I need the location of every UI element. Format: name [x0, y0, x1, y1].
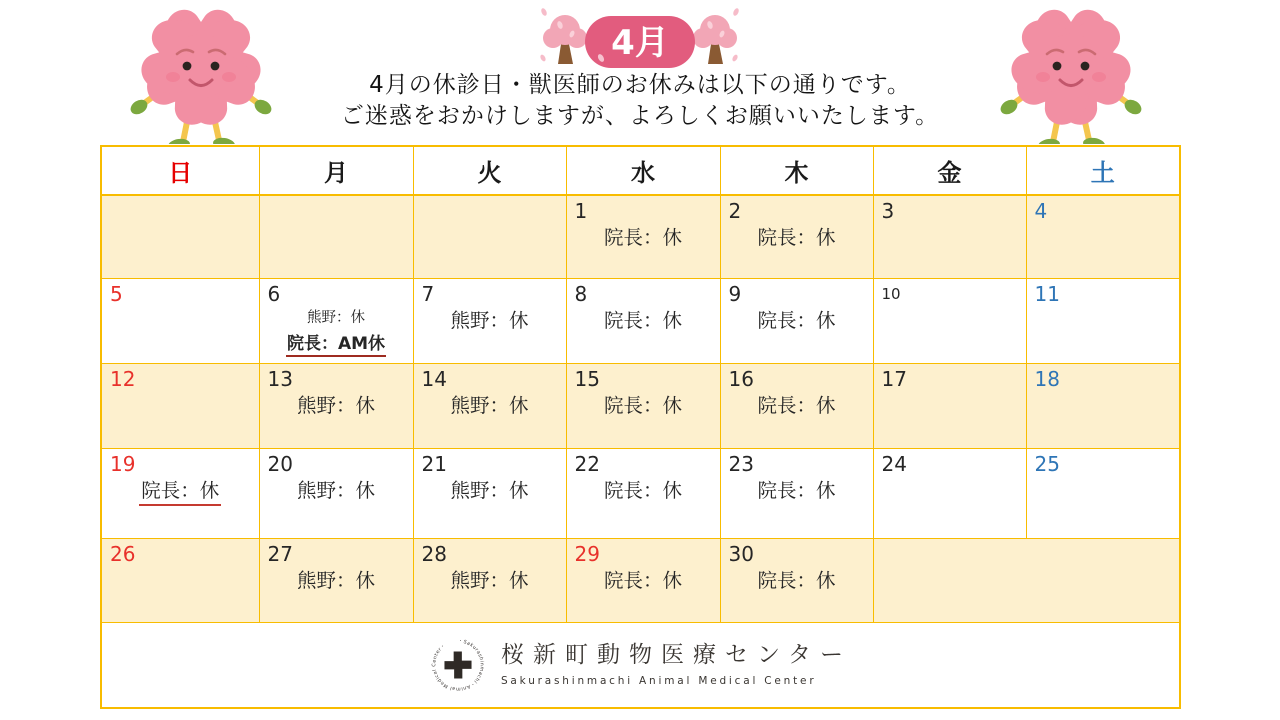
day-header-金: 金 — [873, 146, 1026, 195]
schedule-note: 熊野：休 — [450, 568, 529, 592]
week-row-3 — [101, 363, 1180, 448]
day-number: 2 — [728, 199, 742, 223]
day-cell-30 — [720, 538, 873, 622]
clinic-names — [501, 642, 852, 688]
schedule-note: 熊野：休 — [296, 393, 375, 417]
schedule-note: 熊野：休 — [450, 308, 529, 332]
day-header-日: 日 — [101, 146, 259, 195]
day-header-木: 木 — [720, 146, 873, 195]
cherry-tree-icon — [539, 15, 587, 64]
day-cell-9 — [720, 278, 873, 363]
day-cell-12 — [101, 363, 259, 448]
day-number: 16 — [728, 366, 754, 391]
schedule-note: 院長：休 — [603, 226, 682, 249]
day-cell-22 — [566, 448, 720, 538]
week-row-4 — [101, 448, 1180, 538]
schedule-note: 院長：休 — [757, 568, 836, 592]
day-cell-1 — [566, 195, 720, 278]
day-number: 11 — [1034, 281, 1060, 306]
day-cell-5 — [101, 278, 259, 363]
day-number: 4 — [1034, 199, 1048, 223]
day-cell-empty — [259, 195, 413, 278]
day-number: 26 — [110, 541, 136, 566]
day-number: 18 — [1034, 366, 1060, 391]
day-number: 22 — [574, 451, 600, 476]
schedule-note: 院長：休 — [102, 477, 259, 505]
schedule-note: 院長：AM休 — [260, 329, 413, 357]
day-cell-empty — [413, 195, 566, 278]
day-cell-28 — [413, 538, 566, 622]
day-cell-3 — [873, 195, 1026, 278]
day-header-row — [101, 146, 1180, 195]
day-cell-14 — [413, 363, 566, 448]
day-number: 8 — [574, 281, 588, 306]
day-number: 25 — [1034, 451, 1060, 476]
week-row-5 — [101, 538, 1180, 622]
footer-row — [101, 622, 1180, 708]
day-header-火: 火 — [413, 146, 566, 195]
day-cell-24 — [873, 448, 1026, 538]
day-cell-17 — [873, 363, 1026, 448]
day-number: 20 — [267, 451, 293, 476]
clinic-name-jp: 桜新町動物医療センター — [500, 641, 853, 668]
logo-ring-text: ・Sakurashinmachi・Animal Medical Center・ — [432, 638, 484, 691]
schedule-note: 熊野：休 — [296, 568, 375, 592]
day-number: 5 — [110, 281, 123, 306]
schedule-note: 院長：休 — [757, 308, 836, 332]
day-cell-10 — [873, 278, 1026, 363]
day-cell-6 — [259, 278, 413, 363]
day-number: 28 — [421, 541, 447, 566]
day-cell-4 — [1026, 195, 1180, 278]
month-banner — [530, 0, 750, 76]
schedule-note: 院長：休 — [757, 478, 836, 502]
schedule-note: 熊野：休 — [307, 309, 365, 326]
day-cell-2 — [720, 195, 873, 278]
schedule-note: 院長：休 — [603, 393, 682, 417]
schedule-note: 院長：休 — [757, 393, 836, 417]
notice-title — [0, 70, 1280, 132]
day-number: 15 — [574, 366, 600, 391]
schedule-note: 院長：休 — [757, 226, 836, 249]
day-cell-23 — [720, 448, 873, 538]
day-cell-29 — [566, 538, 720, 622]
day-cell-19 — [101, 448, 259, 538]
week-row-1 — [101, 195, 1180, 278]
day-cell-15 — [566, 363, 720, 448]
day-cell-27 — [259, 538, 413, 622]
day-number: 21 — [421, 451, 447, 476]
day-cell-empty — [101, 195, 259, 278]
day-cell-16 — [720, 363, 873, 448]
cherry-tree-icon — [693, 15, 739, 64]
day-header-月: 月 — [259, 146, 413, 195]
day-number: 29 — [574, 541, 600, 566]
clinic-name-en: Sakurashinmachi Animal Medical Center — [500, 675, 817, 688]
day-cell-25 — [1026, 448, 1180, 538]
schedule-note: 熊野：休 — [450, 478, 529, 502]
day-header-水: 水 — [566, 146, 720, 195]
calendar-weeks — [101, 195, 1180, 622]
day-cell-20 — [259, 448, 413, 538]
day-number: 27 — [267, 541, 293, 566]
schedule-note: 院長：休 — [603, 568, 682, 592]
notice-line-2: ご迷惑をおかけしますが、よろしくお願いいたします。 — [340, 103, 940, 129]
day-number: 24 — [881, 451, 907, 476]
day-header-土: 土 — [1026, 146, 1180, 195]
day-number: 14 — [421, 366, 447, 391]
week-row-2 — [101, 278, 1180, 363]
clinic-cross-icon — [429, 636, 487, 694]
clinic-logo-cell — [101, 622, 1180, 708]
day-number: 6 — [267, 281, 281, 306]
day-number: 3 — [881, 199, 895, 223]
day-number: 19 — [110, 451, 136, 476]
day-number: 1 — [574, 199, 588, 223]
schedule-note: 院長：休 — [603, 308, 682, 332]
day-cell-11 — [1026, 278, 1180, 363]
april-calendar — [100, 145, 1181, 709]
clinic-logo — [102, 623, 1179, 707]
day-number: 30 — [728, 541, 754, 566]
day-number: 7 — [421, 281, 435, 306]
day-cell-26 — [101, 538, 259, 622]
day-number: 23 — [728, 451, 754, 476]
day-cell-7 — [413, 278, 566, 363]
schedule-note: 熊野：休 — [296, 478, 375, 502]
day-number: 10 — [881, 284, 901, 303]
day-number: 17 — [881, 366, 907, 391]
day-cell-empty — [873, 538, 1180, 622]
day-number: 9 — [728, 281, 742, 306]
day-cell-18 — [1026, 363, 1180, 448]
schedule-note: 院長：休 — [603, 478, 682, 502]
day-cell-21 — [413, 448, 566, 538]
day-number: 13 — [267, 366, 293, 391]
day-cell-8 — [566, 278, 720, 363]
schedule-note: 熊野：休 — [450, 393, 529, 417]
day-cell-13 — [259, 363, 413, 448]
notice-line-1: 4月の休診日・獣医師のお休みは以下の通りです。 — [369, 72, 911, 98]
day-number: 12 — [110, 366, 136, 391]
month-badge: 4月 — [611, 23, 669, 63]
